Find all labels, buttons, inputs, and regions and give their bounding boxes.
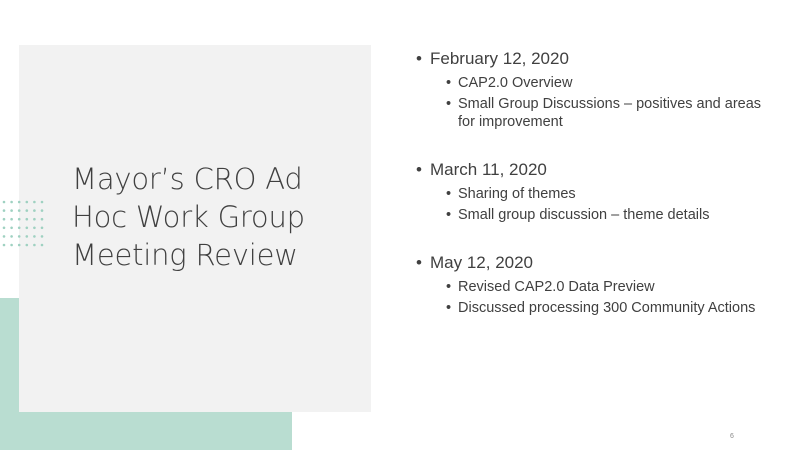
decoration-dot — [3, 218, 6, 221]
decoration-dot — [33, 201, 36, 204]
meeting-date: • May 12, 2020 — [416, 252, 776, 274]
decoration-dot — [26, 244, 29, 247]
decoration-dot — [3, 209, 6, 212]
meeting-item: • Revised CAP2.0 Data Preview — [416, 278, 776, 296]
decoration-dot — [41, 209, 44, 212]
decoration-dot — [26, 235, 29, 238]
decoration-dot — [3, 235, 6, 238]
slide-title: Mayor’s CRO Ad Hoc Work Group Meeting Review — [72, 162, 305, 272]
meeting-item: • Discussed processing 300 Community Actions — [416, 299, 776, 317]
decoration-dot — [3, 244, 6, 247]
decoration-dot — [10, 227, 13, 230]
decoration-dot — [41, 201, 44, 204]
decoration-dot — [10, 209, 13, 212]
meeting-item: • Small Group Discussions – positives and areas for improvement — [416, 95, 776, 131]
decoration-dot — [41, 227, 44, 230]
meeting-date: • March 11, 2020 — [416, 159, 776, 181]
decoration-dot — [18, 227, 21, 230]
dot-grid-decoration — [0, 198, 46, 250]
meeting-item: • Sharing of themes — [416, 185, 776, 203]
meeting-item: • Small group discussion – theme details — [416, 206, 776, 224]
decoration-dot — [10, 201, 13, 204]
decoration-dot — [10, 218, 13, 221]
decoration-dot — [18, 209, 21, 212]
decoration-dot — [26, 201, 29, 204]
decoration-dot — [26, 218, 29, 221]
meeting-group — [416, 252, 776, 317]
decoration-dot — [41, 244, 44, 247]
decoration-dot — [18, 218, 21, 221]
decoration-dot — [41, 218, 44, 221]
meeting-group — [416, 48, 776, 131]
decoration-dot — [3, 201, 6, 204]
meeting-date: • February 12, 2020 — [416, 48, 776, 70]
decoration-dot — [3, 227, 6, 230]
meeting-items — [416, 185, 776, 224]
meeting-items — [416, 278, 776, 317]
decoration-dot — [18, 235, 21, 238]
decoration-dot — [33, 244, 36, 247]
decoration-dot — [18, 201, 21, 204]
decoration-dot — [33, 227, 36, 230]
meeting-items — [416, 74, 776, 131]
decoration-dot — [26, 209, 29, 212]
decoration-dot — [26, 227, 29, 230]
decoration-dot — [41, 235, 44, 238]
decoration-dot — [33, 218, 36, 221]
decoration-dot — [10, 244, 13, 247]
meeting-group — [416, 159, 776, 224]
meeting-list — [416, 48, 776, 345]
decoration-dot — [33, 209, 36, 212]
meeting-item: • CAP2.0 Overview — [416, 74, 776, 92]
decoration-dot — [18, 244, 21, 247]
decoration-dot — [33, 235, 36, 238]
decoration-dot — [10, 235, 13, 238]
page-number: 6 — [730, 433, 734, 440]
